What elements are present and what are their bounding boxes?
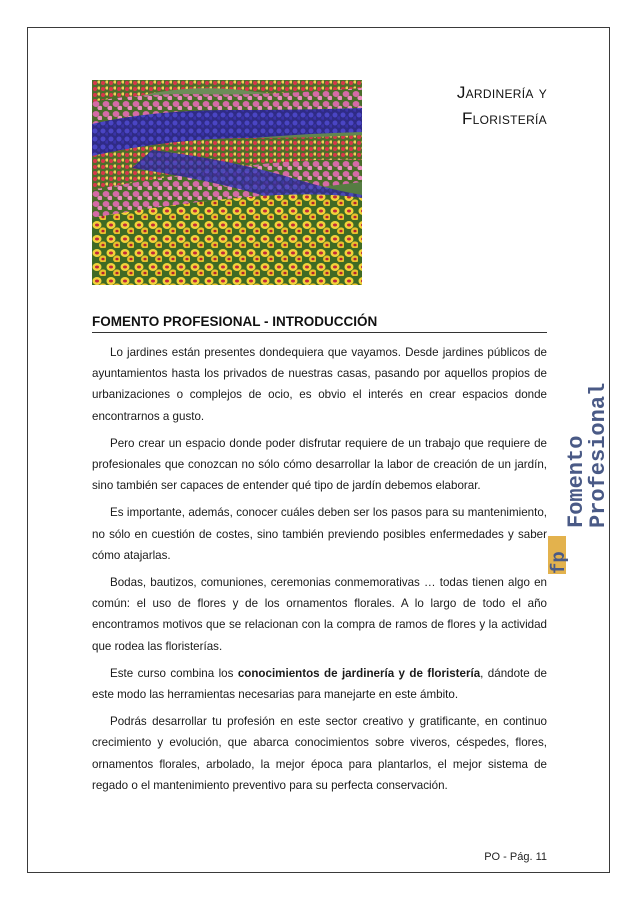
page-number: PO - Pág. 11	[484, 851, 547, 863]
paragraph-2: Pero crear un espacio donde poder disfrutar requiere de un trabajo que requiere de profesionales que conozcan no sólo cómo desarrollar la labor de creación de un jardín, sino también ser capaces de entender qué tipo de jardín debemos elaborar.	[92, 436, 547, 493]
fomento-profesional-logo	[548, 338, 611, 578]
paragraph-4: Bodas, bautizos, comuniones, ceremonias conmemorativas … todas tienen algo en común: el uso de flores y de los ornamentos florales. A lo largo de todo el año encontramos motivos que se relacionan con la compra de ramos de flores y la actividad que rodea las floristerías.	[92, 576, 547, 653]
document-title	[457, 80, 547, 132]
paragraph-1: Lo jardines están presentes dondequiera que vayamos. Desde jardines públicos de ayuntamientos hasta los privados de nuestras casas, pasando por aquellos propios de urbanizaciones o complejos de ocio, es obvio el interés en crear espacios donde encontrarnos a gusto.	[92, 346, 547, 423]
paragraph-5-start: Este curso combina los	[110, 666, 238, 680]
paragraph-5-emphasis: conocimientos de jardinería y de floristería	[237, 666, 481, 680]
paragraph-5-end: , dándote de este modo las herramientas necesarias para manejarte en este ámbito.	[92, 666, 548, 702]
paragraph-6: Podrás desarrollar tu profesión en este sector creativo y gratificante, en continuo crecimiento y evolución, que abarca conocimientos sobre viveros, céspedes, flores, ornamentos florales, arbolado, la mejor época para plantarlos, el mejor sistema de regado o el mantenimiento preventivo para su perfecta conservación.	[92, 715, 547, 792]
title-line-2: Floristería	[461, 109, 547, 128]
paragraph-5	[92, 663, 547, 705]
section-heading: FOMENTO PROFESIONAL - INTRODUCCIÓN	[92, 314, 547, 333]
logo-line-1: Fomento	[564, 435, 589, 528]
body-text	[92, 342, 547, 802]
logo-mark: fp	[548, 551, 570, 574]
tulip-field-photo	[92, 80, 362, 285]
logo-line-2: Profesional	[586, 382, 611, 528]
title-line-1: Jardinería y	[456, 83, 547, 102]
paragraph-3: Es importante, además, conocer cuáles deben ser los pasos para su mantenimiento, no sólo en cuestión de costes, sino también previendo posibles enfermedades y saber cómo atajarlas.	[92, 506, 547, 562]
